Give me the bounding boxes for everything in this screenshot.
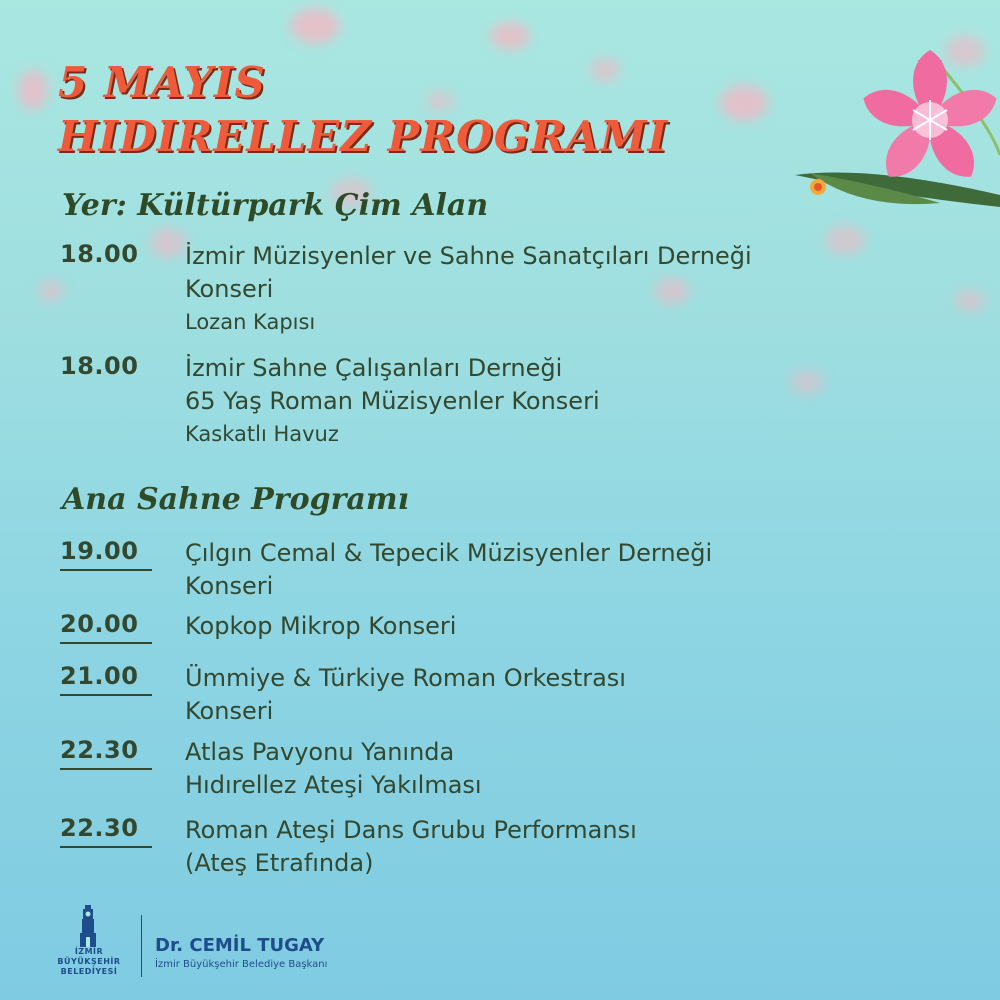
list-item <box>60 240 970 340</box>
decorative-petal <box>425 90 455 112</box>
footer-divider <box>141 915 142 977</box>
event-title-line1: Çılgın Cemal & Tepecik Müzisyenler Derneği <box>185 539 713 567</box>
page-title-line2: HIDIRELLEZ PROGRAMI <box>58 112 669 161</box>
event-place: Lozan Kapısı <box>185 310 316 334</box>
table-row <box>60 736 970 800</box>
event-description <box>185 537 975 603</box>
decorative-petal <box>490 22 530 50</box>
logo-line3: BELEDİYESİ <box>60 967 118 976</box>
decorative-petal <box>720 85 768 121</box>
event-title-line1: Ümmiye & Türkiye Roman Orkestrası <box>185 664 626 692</box>
event-time: 19.00 <box>60 537 152 571</box>
event-title-line2: Konseri <box>185 275 274 303</box>
event-title-line2: Konseri <box>185 572 274 600</box>
mayor-title: İzmir Büyükşehir Belediye Başkanı <box>155 959 328 970</box>
flower-icon <box>790 45 1000 215</box>
page-title-line1: 5 MAYIS <box>58 58 266 107</box>
mayor-name: Dr. CEMİL TUGAY <box>155 935 325 956</box>
event-title-line2: (Ateş Etrafında) <box>185 849 374 877</box>
table-row <box>60 610 970 646</box>
event-time: 22.30 <box>60 814 152 848</box>
event-time: 18.00 <box>60 240 139 268</box>
table-row <box>60 537 970 601</box>
list-item <box>60 352 970 452</box>
event-time: 20.00 <box>60 610 152 644</box>
event-title-line2: Hıdırellez Ateşi Yakılması <box>185 771 482 799</box>
logo-line2: BÜYÜKŞEHİR <box>57 957 121 966</box>
decorative-petal <box>290 8 340 44</box>
event-description <box>185 352 975 450</box>
decorative-petal <box>18 70 48 110</box>
event-title-line1: Kopkop Mikrop Konseri <box>185 612 457 640</box>
event-title-line1: Roman Ateşi Dans Grubu Performansı <box>185 816 637 844</box>
event-place: Kaskatlı Havuz <box>185 422 339 446</box>
logo-text <box>55 947 123 977</box>
event-title-line1: Atlas Pavyonu Yanında <box>185 738 455 766</box>
event-description <box>185 814 975 880</box>
event-title-line1: İzmir Müzisyenler ve Sahne Sanatçıları Derneği <box>185 242 752 270</box>
main-stage-heading: Ana Sahne Programı <box>62 482 409 517</box>
event-description <box>185 662 975 728</box>
event-description <box>185 610 975 643</box>
event-title-line2: Konseri <box>185 697 274 725</box>
event-title-line1: İzmir Sahne Çalışanları Derneği <box>185 354 563 382</box>
event-description <box>185 736 975 802</box>
event-time: 22.30 <box>60 736 152 770</box>
event-title-line2: 65 Yaş Roman Müzisyenler Konseri <box>185 387 600 415</box>
table-row <box>60 814 970 878</box>
event-time: 21.00 <box>60 662 152 696</box>
decorative-petal <box>590 58 620 82</box>
venue-heading: Yer: Kültürpark Çim Alan <box>62 188 489 223</box>
logo-line1: İZMİR <box>74 947 104 956</box>
event-description <box>185 240 975 338</box>
footer <box>55 905 455 985</box>
clock-tower-icon <box>77 905 99 947</box>
event-time: 18.00 <box>60 352 139 380</box>
table-row <box>60 662 970 726</box>
